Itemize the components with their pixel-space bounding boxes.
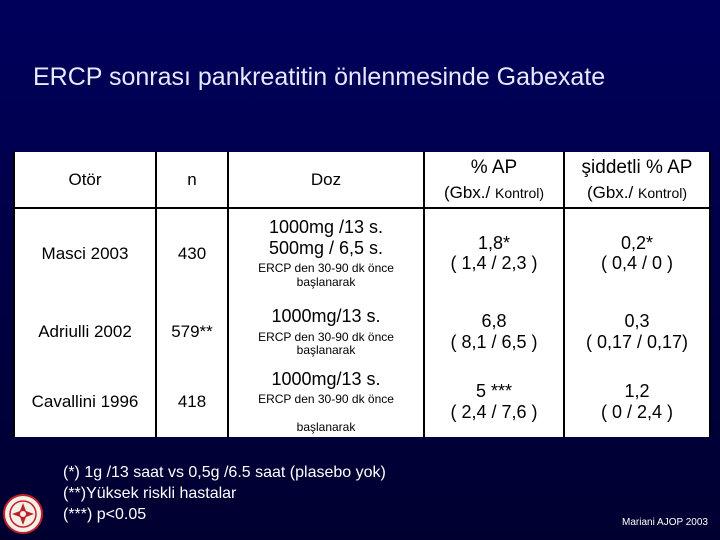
siddetli-value: 0,2* — [620, 232, 654, 253]
header-siddetli — [564, 152, 710, 208]
cell-ap — [424, 298, 564, 367]
footnotes — [63, 462, 386, 525]
cell-siddetli — [564, 298, 710, 367]
header-siddetli-gbx: (Gbx./ — [586, 182, 634, 202]
siddetli-value: 1,2 — [624, 381, 650, 401]
table-row — [14, 298, 710, 367]
doz-line2: 500mg / 6,5 s. — [268, 237, 384, 258]
header-ap-title: % AP — [470, 156, 518, 178]
cell-ap — [424, 208, 564, 298]
cell-n: 430 — [156, 208, 228, 298]
header-siddetli-kontrol: Kontrol) — [638, 184, 688, 201]
siddetli-range: ( 0 / 2,4 ) — [600, 401, 674, 422]
table-header-row — [14, 152, 710, 208]
source-citation: Mariani AJOP 2003 — [622, 517, 708, 528]
cell-ap — [424, 366, 564, 437]
doz-note: ERCP den 30-90 dk önce başlanarak — [258, 261, 394, 290]
doz-line1: 1000mg/13 s. — [271, 305, 381, 326]
cell-doz — [228, 208, 424, 298]
footnote: (*) 1g /13 saat vs 0,5g /6.5 saat (plasebo yok) — [63, 464, 386, 481]
results-table — [13, 152, 711, 437]
ap-range: ( 2,4 / 7,6 ) — [450, 401, 538, 422]
cell-n: 418 — [156, 366, 228, 437]
siddetli-range: ( 0,4 / 0 ) — [600, 253, 674, 274]
ap-range: ( 1,4 / 2,3 ) — [450, 253, 538, 274]
cell-otor: Cavallini 1996 — [14, 366, 156, 437]
ap-value: 5 *** — [475, 381, 513, 401]
header-n: n — [156, 152, 228, 208]
footnote: (**)Yüksek riskli hastalar — [63, 485, 237, 502]
university-seal-icon — [3, 494, 43, 534]
cell-otor: Adriulli 2002 — [14, 298, 156, 367]
header-doz: Doz — [228, 152, 424, 208]
siddetli-range: ( 0,17 / 0,17) — [585, 332, 689, 353]
cell-siddetli — [564, 366, 710, 437]
ap-range: ( 8,1 / 6,5 ) — [450, 332, 538, 353]
footnote: (***) p<0.05 — [63, 506, 147, 523]
header-ap-gbx: (Gbx./ — [443, 182, 491, 202]
siddetli-value: 0,3 — [624, 311, 650, 332]
table-row — [14, 208, 710, 298]
slide-title: ERCP sonrası pankreatitin önlenmesinde Gabexate — [33, 63, 606, 91]
header-ap — [424, 152, 564, 208]
results-table-container — [13, 152, 709, 437]
ap-value: 6,8 — [481, 311, 507, 332]
doz-note: ERCP den 30-90 dk önce başlanarak — [258, 329, 394, 358]
doz-line1: 1000mg/13 s. — [271, 368, 381, 389]
header-siddetli-title: şiddetli % AP — [581, 156, 693, 178]
cell-otor: Masci 2003 — [14, 208, 156, 298]
table-row — [14, 366, 710, 437]
doz-note-a: ERCP den 30-90 dk önce — [258, 392, 394, 407]
cell-siddetli — [564, 208, 710, 298]
ap-value: 1,8* — [477, 232, 511, 253]
header-ap-kontrol: Kontrol) — [495, 184, 545, 201]
header-siddetli-subtitle — [567, 183, 707, 203]
header-ap-subtitle — [427, 183, 561, 203]
header-otor: Otör — [14, 152, 156, 208]
cell-doz — [228, 366, 424, 437]
cell-n: 579** — [156, 298, 228, 367]
cell-doz — [228, 298, 424, 367]
doz-note-b: başlanarak — [296, 420, 356, 435]
doz-line1: 1000mg /13 s. — [268, 216, 384, 237]
